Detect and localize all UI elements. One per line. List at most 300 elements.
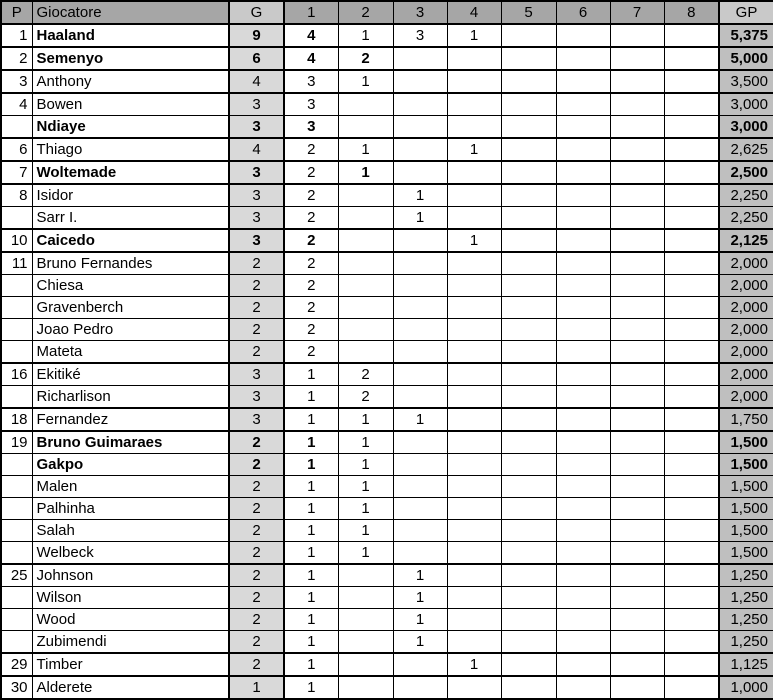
cell-round-8 (664, 229, 719, 252)
cell-round-3 (393, 70, 447, 93)
cell-round-1: 1 (284, 363, 338, 386)
cell-goals: 3 (229, 116, 284, 139)
cell-round-4 (447, 631, 501, 654)
table-row (1, 498, 773, 520)
cell-round-8 (664, 138, 719, 161)
cell-round-4 (447, 676, 501, 699)
table-row (1, 564, 773, 587)
cell-round-5 (501, 24, 556, 47)
cell-total: 3,000 (719, 93, 773, 116)
cell-round-2: 1 (338, 454, 393, 476)
cell-round-2: 2 (338, 47, 393, 70)
cell-player: Ekitiké (32, 363, 229, 386)
cell-round-8 (664, 275, 719, 297)
cell-total: 1,500 (719, 498, 773, 520)
table-row (1, 47, 773, 70)
cell-round-7 (610, 676, 664, 699)
cell-round-3 (393, 47, 447, 70)
cell-rank (1, 542, 32, 565)
cell-round-7 (610, 184, 664, 207)
column-header-g: G (229, 1, 284, 24)
cell-goals: 2 (229, 476, 284, 498)
cell-round-8 (664, 297, 719, 319)
cell-round-4 (447, 275, 501, 297)
table-row (1, 631, 773, 654)
cell-round-6 (556, 24, 610, 47)
table-row (1, 116, 773, 139)
cell-round-4 (447, 116, 501, 139)
cell-rank (1, 476, 32, 498)
cell-player: Caicedo (32, 229, 229, 252)
cell-goals: 2 (229, 252, 284, 275)
cell-round-7 (610, 609, 664, 631)
cell-round-8 (664, 93, 719, 116)
cell-goals: 2 (229, 520, 284, 542)
table-row (1, 161, 773, 184)
cell-round-8 (664, 476, 719, 498)
table-row (1, 297, 773, 319)
cell-round-3 (393, 297, 447, 319)
cell-player: Mateta (32, 341, 229, 364)
cell-rank (1, 587, 32, 609)
cell-round-7 (610, 275, 664, 297)
cell-player: Woltemade (32, 161, 229, 184)
cell-rank (1, 319, 32, 341)
cell-round-2: 2 (338, 363, 393, 386)
cell-goals: 2 (229, 498, 284, 520)
cell-rank (1, 207, 32, 230)
cell-round-6 (556, 386, 610, 409)
cell-round-3: 1 (393, 408, 447, 431)
cell-round-8 (664, 161, 719, 184)
cell-round-1: 3 (284, 70, 338, 93)
cell-round-6 (556, 476, 610, 498)
cell-round-1: 2 (284, 161, 338, 184)
cell-round-7 (610, 431, 664, 454)
cell-rank (1, 520, 32, 542)
cell-round-4 (447, 498, 501, 520)
cell-total: 1,500 (719, 520, 773, 542)
cell-round-3 (393, 93, 447, 116)
cell-round-8 (664, 341, 719, 364)
cell-round-5 (501, 386, 556, 409)
cell-total: 5,375 (719, 24, 773, 47)
cell-round-4 (447, 319, 501, 341)
cell-player: Zubimendi (32, 631, 229, 654)
cell-round-7 (610, 138, 664, 161)
table-row (1, 70, 773, 93)
cell-round-8 (664, 47, 719, 70)
cell-round-3 (393, 431, 447, 454)
cell-round-3 (393, 386, 447, 409)
cell-round-3 (393, 138, 447, 161)
cell-total: 1,500 (719, 476, 773, 498)
cell-round-1: 1 (284, 587, 338, 609)
cell-round-3 (393, 341, 447, 364)
cell-round-7 (610, 207, 664, 230)
cell-player: Welbeck (32, 542, 229, 565)
cell-rank: 11 (1, 252, 32, 275)
cell-round-8 (664, 631, 719, 654)
cell-round-5 (501, 47, 556, 70)
cell-round-8 (664, 587, 719, 609)
cell-round-7 (610, 24, 664, 47)
cell-round-2 (338, 609, 393, 631)
cell-round-1: 2 (284, 229, 338, 252)
cell-goals: 3 (229, 161, 284, 184)
cell-round-6 (556, 408, 610, 431)
cell-goals: 2 (229, 319, 284, 341)
cell-round-3 (393, 252, 447, 275)
column-header-7: 7 (610, 1, 664, 24)
cell-round-2 (338, 184, 393, 207)
cell-round-6 (556, 70, 610, 93)
cell-round-3 (393, 454, 447, 476)
cell-round-4 (447, 386, 501, 409)
cell-round-7 (610, 116, 664, 139)
cell-round-2: 1 (338, 498, 393, 520)
cell-round-2 (338, 319, 393, 341)
cell-round-4 (447, 476, 501, 498)
cell-round-4: 1 (447, 653, 501, 676)
cell-player: Salah (32, 520, 229, 542)
cell-player: Timber (32, 653, 229, 676)
cell-round-8 (664, 207, 719, 230)
cell-total: 1,250 (719, 564, 773, 587)
cell-round-5 (501, 587, 556, 609)
cell-total: 2,250 (719, 184, 773, 207)
cell-round-5 (501, 252, 556, 275)
cell-round-6 (556, 498, 610, 520)
cell-goals: 2 (229, 275, 284, 297)
cell-total: 2,500 (719, 161, 773, 184)
cell-total: 2,625 (719, 138, 773, 161)
table-row (1, 520, 773, 542)
cell-round-5 (501, 609, 556, 631)
cell-round-2 (338, 116, 393, 139)
cell-rank: 1 (1, 24, 32, 47)
cell-round-3: 1 (393, 587, 447, 609)
cell-round-8 (664, 454, 719, 476)
table-row (1, 386, 773, 409)
cell-round-8 (664, 653, 719, 676)
cell-round-6 (556, 609, 610, 631)
cell-round-7 (610, 564, 664, 587)
cell-goals: 3 (229, 93, 284, 116)
table-row (1, 542, 773, 565)
cell-rank (1, 609, 32, 631)
cell-round-2 (338, 564, 393, 587)
cell-player: Thiago (32, 138, 229, 161)
cell-round-5 (501, 184, 556, 207)
cell-round-4 (447, 609, 501, 631)
cell-total: 2,000 (719, 319, 773, 341)
cell-round-3 (393, 676, 447, 699)
cell-goals: 3 (229, 386, 284, 409)
cell-rank: 2 (1, 47, 32, 70)
cell-round-3 (393, 229, 447, 252)
cell-round-6 (556, 47, 610, 70)
cell-rank (1, 631, 32, 654)
cell-round-4 (447, 520, 501, 542)
table-row (1, 431, 773, 454)
cell-total: 2,000 (719, 275, 773, 297)
cell-round-1: 4 (284, 47, 338, 70)
cell-total: 1,000 (719, 676, 773, 699)
cell-round-6 (556, 138, 610, 161)
cell-round-3 (393, 161, 447, 184)
cell-total: 1,500 (719, 431, 773, 454)
cell-round-5 (501, 564, 556, 587)
cell-round-2 (338, 297, 393, 319)
cell-round-4: 1 (447, 138, 501, 161)
cell-round-6 (556, 653, 610, 676)
cell-round-7 (610, 319, 664, 341)
cell-round-6 (556, 363, 610, 386)
cell-round-6 (556, 676, 610, 699)
cell-rank: 18 (1, 408, 32, 431)
cell-round-2: 1 (338, 476, 393, 498)
table-row (1, 24, 773, 47)
cell-total: 3,500 (719, 70, 773, 93)
cell-round-3: 1 (393, 631, 447, 654)
cell-player: Anthony (32, 70, 229, 93)
cell-player: Fernandez (32, 408, 229, 431)
cell-round-1: 1 (284, 476, 338, 498)
column-header-p: P (1, 1, 32, 24)
cell-round-7 (610, 386, 664, 409)
cell-round-6 (556, 341, 610, 364)
cell-rank: 25 (1, 564, 32, 587)
cell-player: Richarlison (32, 386, 229, 409)
column-header-5: 5 (501, 1, 556, 24)
cell-round-7 (610, 587, 664, 609)
cell-rank (1, 386, 32, 409)
cell-round-7 (610, 408, 664, 431)
cell-round-8 (664, 609, 719, 631)
cell-player: Sarr I. (32, 207, 229, 230)
cell-goals: 3 (229, 363, 284, 386)
cell-rank (1, 341, 32, 364)
cell-round-5 (501, 476, 556, 498)
cell-rank: 29 (1, 653, 32, 676)
cell-round-8 (664, 676, 719, 699)
column-header-1: 1 (284, 1, 338, 24)
cell-round-4 (447, 47, 501, 70)
cell-goals: 3 (229, 408, 284, 431)
cell-round-7 (610, 47, 664, 70)
cell-player: Bruno Fernandes (32, 252, 229, 275)
cell-round-5 (501, 631, 556, 654)
cell-round-3 (393, 498, 447, 520)
cell-round-4 (447, 363, 501, 386)
cell-round-7 (610, 341, 664, 364)
cell-round-2 (338, 207, 393, 230)
cell-round-6 (556, 542, 610, 565)
cell-round-8 (664, 363, 719, 386)
cell-round-7 (610, 70, 664, 93)
cell-total: 1,250 (719, 587, 773, 609)
cell-round-1: 1 (284, 498, 338, 520)
cell-round-5 (501, 431, 556, 454)
cell-rank: 4 (1, 93, 32, 116)
cell-rank: 16 (1, 363, 32, 386)
cell-round-5 (501, 138, 556, 161)
cell-round-7 (610, 498, 664, 520)
table-row (1, 653, 773, 676)
cell-round-8 (664, 70, 719, 93)
cell-round-3 (393, 653, 447, 676)
cell-goals: 3 (229, 229, 284, 252)
cell-total: 2,000 (719, 386, 773, 409)
cell-rank (1, 116, 32, 139)
cell-player: Gakpo (32, 454, 229, 476)
column-header-giocatore: Giocatore (32, 1, 229, 24)
cell-round-5 (501, 363, 556, 386)
cell-total: 2,125 (719, 229, 773, 252)
cell-total: 1,750 (719, 408, 773, 431)
cell-round-1: 1 (284, 609, 338, 631)
cell-round-5 (501, 116, 556, 139)
cell-round-6 (556, 564, 610, 587)
cell-goals: 2 (229, 631, 284, 654)
cell-round-7 (610, 476, 664, 498)
cell-player: Ndiaye (32, 116, 229, 139)
cell-round-4: 1 (447, 229, 501, 252)
cell-total: 1,125 (719, 653, 773, 676)
cell-round-1: 1 (284, 676, 338, 699)
cell-round-7 (610, 631, 664, 654)
column-header-gp: GP (719, 1, 773, 24)
cell-goals: 2 (229, 454, 284, 476)
cell-round-5 (501, 341, 556, 364)
cell-round-6 (556, 520, 610, 542)
cell-goals: 2 (229, 609, 284, 631)
cell-goals: 6 (229, 47, 284, 70)
cell-round-8 (664, 184, 719, 207)
table-row (1, 408, 773, 431)
cell-total: 1,250 (719, 631, 773, 654)
cell-round-1: 1 (284, 454, 338, 476)
cell-round-8 (664, 520, 719, 542)
cell-round-3 (393, 363, 447, 386)
cell-round-7 (610, 363, 664, 386)
cell-goals: 2 (229, 297, 284, 319)
cell-goals: 2 (229, 587, 284, 609)
table-row (1, 138, 773, 161)
cell-round-1: 1 (284, 431, 338, 454)
cell-round-2 (338, 252, 393, 275)
cell-round-4 (447, 207, 501, 230)
cell-rank (1, 297, 32, 319)
cell-round-8 (664, 252, 719, 275)
cell-total: 2,000 (719, 363, 773, 386)
cell-round-3: 1 (393, 207, 447, 230)
cell-round-5 (501, 520, 556, 542)
cell-player: Semenyo (32, 47, 229, 70)
table-row (1, 275, 773, 297)
cell-goals: 2 (229, 564, 284, 587)
cell-round-8 (664, 24, 719, 47)
cell-round-2 (338, 676, 393, 699)
cell-round-2: 2 (338, 386, 393, 409)
cell-player: Bruno Guimaraes (32, 431, 229, 454)
cell-rank (1, 454, 32, 476)
cell-round-4 (447, 93, 501, 116)
cell-goals: 3 (229, 184, 284, 207)
cell-goals: 2 (229, 653, 284, 676)
cell-round-5 (501, 542, 556, 565)
cell-total: 2,250 (719, 207, 773, 230)
table-row (1, 454, 773, 476)
cell-player: Palhinha (32, 498, 229, 520)
table-row (1, 252, 773, 275)
cell-round-4 (447, 252, 501, 275)
cell-round-8 (664, 408, 719, 431)
cell-round-7 (610, 252, 664, 275)
cell-round-2 (338, 229, 393, 252)
cell-round-7 (610, 297, 664, 319)
cell-player: Chiesa (32, 275, 229, 297)
cell-round-6 (556, 454, 610, 476)
cell-rank: 30 (1, 676, 32, 699)
cell-round-5 (501, 207, 556, 230)
cell-player: Haaland (32, 24, 229, 47)
cell-round-8 (664, 564, 719, 587)
cell-round-3 (393, 116, 447, 139)
cell-round-6 (556, 587, 610, 609)
cell-round-1: 2 (284, 275, 338, 297)
cell-round-8 (664, 386, 719, 409)
cell-round-4: 1 (447, 24, 501, 47)
cell-round-8 (664, 542, 719, 565)
cell-round-4 (447, 408, 501, 431)
cell-round-2 (338, 631, 393, 654)
cell-round-1: 1 (284, 408, 338, 431)
cell-round-6 (556, 252, 610, 275)
table-row (1, 676, 773, 699)
cell-round-5 (501, 319, 556, 341)
table-row (1, 184, 773, 207)
cell-round-4 (447, 297, 501, 319)
cell-round-1: 1 (284, 631, 338, 654)
cell-round-1: 2 (284, 319, 338, 341)
cell-round-4 (447, 70, 501, 93)
cell-round-3: 1 (393, 609, 447, 631)
table-row (1, 319, 773, 341)
cell-round-8 (664, 431, 719, 454)
cell-round-5 (501, 454, 556, 476)
cell-round-1: 2 (284, 138, 338, 161)
cell-round-1: 1 (284, 542, 338, 565)
cell-round-1: 1 (284, 520, 338, 542)
cell-round-7 (610, 454, 664, 476)
cell-goals: 9 (229, 24, 284, 47)
cell-round-2 (338, 341, 393, 364)
cell-round-1: 1 (284, 653, 338, 676)
header-row (1, 1, 773, 24)
table-row (1, 207, 773, 230)
cell-round-1: 3 (284, 93, 338, 116)
cell-player: Joao Pedro (32, 319, 229, 341)
cell-goals: 4 (229, 138, 284, 161)
cell-round-8 (664, 116, 719, 139)
column-header-8: 8 (664, 1, 719, 24)
cell-round-3 (393, 520, 447, 542)
column-header-6: 6 (556, 1, 610, 24)
cell-round-2: 1 (338, 138, 393, 161)
cell-round-1: 4 (284, 24, 338, 47)
